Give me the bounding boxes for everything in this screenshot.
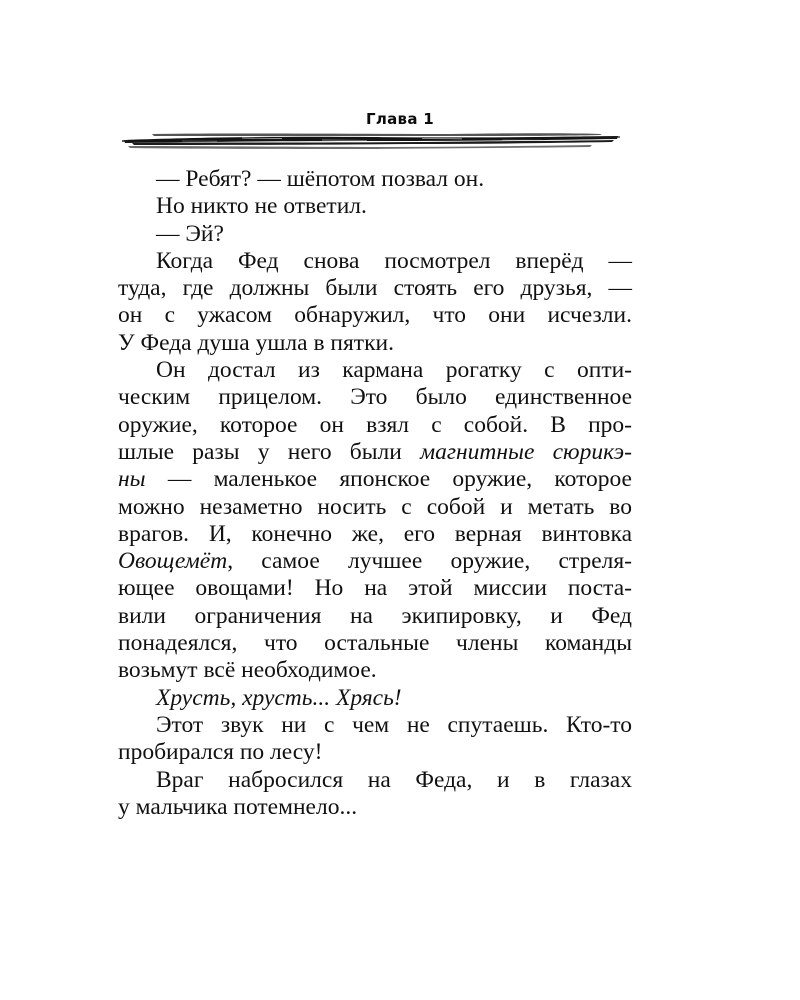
- text-line: [118, 221, 632, 248]
- text-line: [118, 521, 632, 548]
- text-line: [118, 494, 632, 521]
- text-line: [118, 630, 632, 657]
- text-run: пробирался по лесу!: [118, 739, 323, 766]
- text-line: [118, 548, 632, 575]
- italic-text-run: ны: [118, 466, 146, 493]
- text-line: [118, 330, 632, 357]
- text-run: шлые разы у него были: [118, 438, 421, 465]
- text-run: у мальчика потемнело...: [118, 793, 358, 820]
- text-line: [118, 248, 632, 275]
- text-line: [118, 166, 632, 193]
- text-line: [118, 712, 632, 739]
- text-line: [118, 575, 632, 602]
- text-line: [118, 439, 632, 466]
- text-run: — маленькое японское оружие, которое: [145, 466, 632, 493]
- text-run: врагов. И, конечно же, его верная винтовка: [118, 520, 632, 547]
- italic-text-run: магнитные сюрикэ-: [420, 438, 632, 465]
- text-run: Когда Фед снова посмотрел вперёд —: [156, 247, 632, 274]
- text-line: [118, 794, 632, 821]
- text-line: [118, 193, 632, 220]
- text-line: [118, 466, 632, 493]
- chapter-body-text: [118, 166, 632, 821]
- text-line: [118, 685, 632, 712]
- text-run: вили ограничения на экипировку, и Фед: [118, 602, 632, 629]
- chapter-running-head: Глава 1: [365, 110, 435, 128]
- text-line: [118, 603, 632, 630]
- italic-text-run: Хрусть, хрусть... Хрясь!: [156, 684, 402, 711]
- text-run: ющее овощами! Но на этой миссии поста-: [118, 575, 632, 602]
- text-run: Но никто не ответил.: [156, 193, 367, 220]
- text-run: ческим прицелом. Это было единственное: [118, 384, 632, 411]
- text-run: оружие, которое он взял с собой. В про-: [118, 411, 632, 438]
- text-run: Враг набросился на Феда, и в глазах: [156, 766, 632, 793]
- text-run: туда, где должны были стоять его друзья, —: [118, 275, 632, 302]
- text-line: [118, 739, 632, 766]
- text-line: [118, 412, 632, 439]
- text-line: [118, 384, 632, 411]
- text-run: Он достал из кармана рогатку с опти-: [156, 357, 632, 384]
- text-line: [118, 357, 632, 384]
- text-run: У Феда душа ушла в пятки.: [118, 329, 394, 356]
- text-line: [118, 767, 632, 794]
- text-line: [118, 275, 632, 302]
- brush-stroke-divider: [122, 128, 622, 152]
- text-run: , самое лучшее оружие, стреля-: [227, 548, 632, 575]
- text-line: [118, 657, 632, 684]
- text-run: Этот звук ни с чем не спутаешь. Кто-то: [156, 711, 632, 738]
- text-run: — Ребят? — шёпотом позвал он.: [156, 166, 485, 192]
- text-line: [118, 302, 632, 329]
- text-run: понадеялся, что остальные члены команды: [118, 630, 632, 657]
- text-run: возьмут всё необходимое.: [118, 657, 377, 684]
- text-run: можно незаметно носить с собой и метать во: [118, 493, 632, 520]
- text-run: он с ужасом обнаружил, что они исчезли.: [118, 302, 632, 329]
- text-run: — Эй?: [156, 220, 224, 247]
- italic-text-run: Овощемёт: [118, 548, 228, 575]
